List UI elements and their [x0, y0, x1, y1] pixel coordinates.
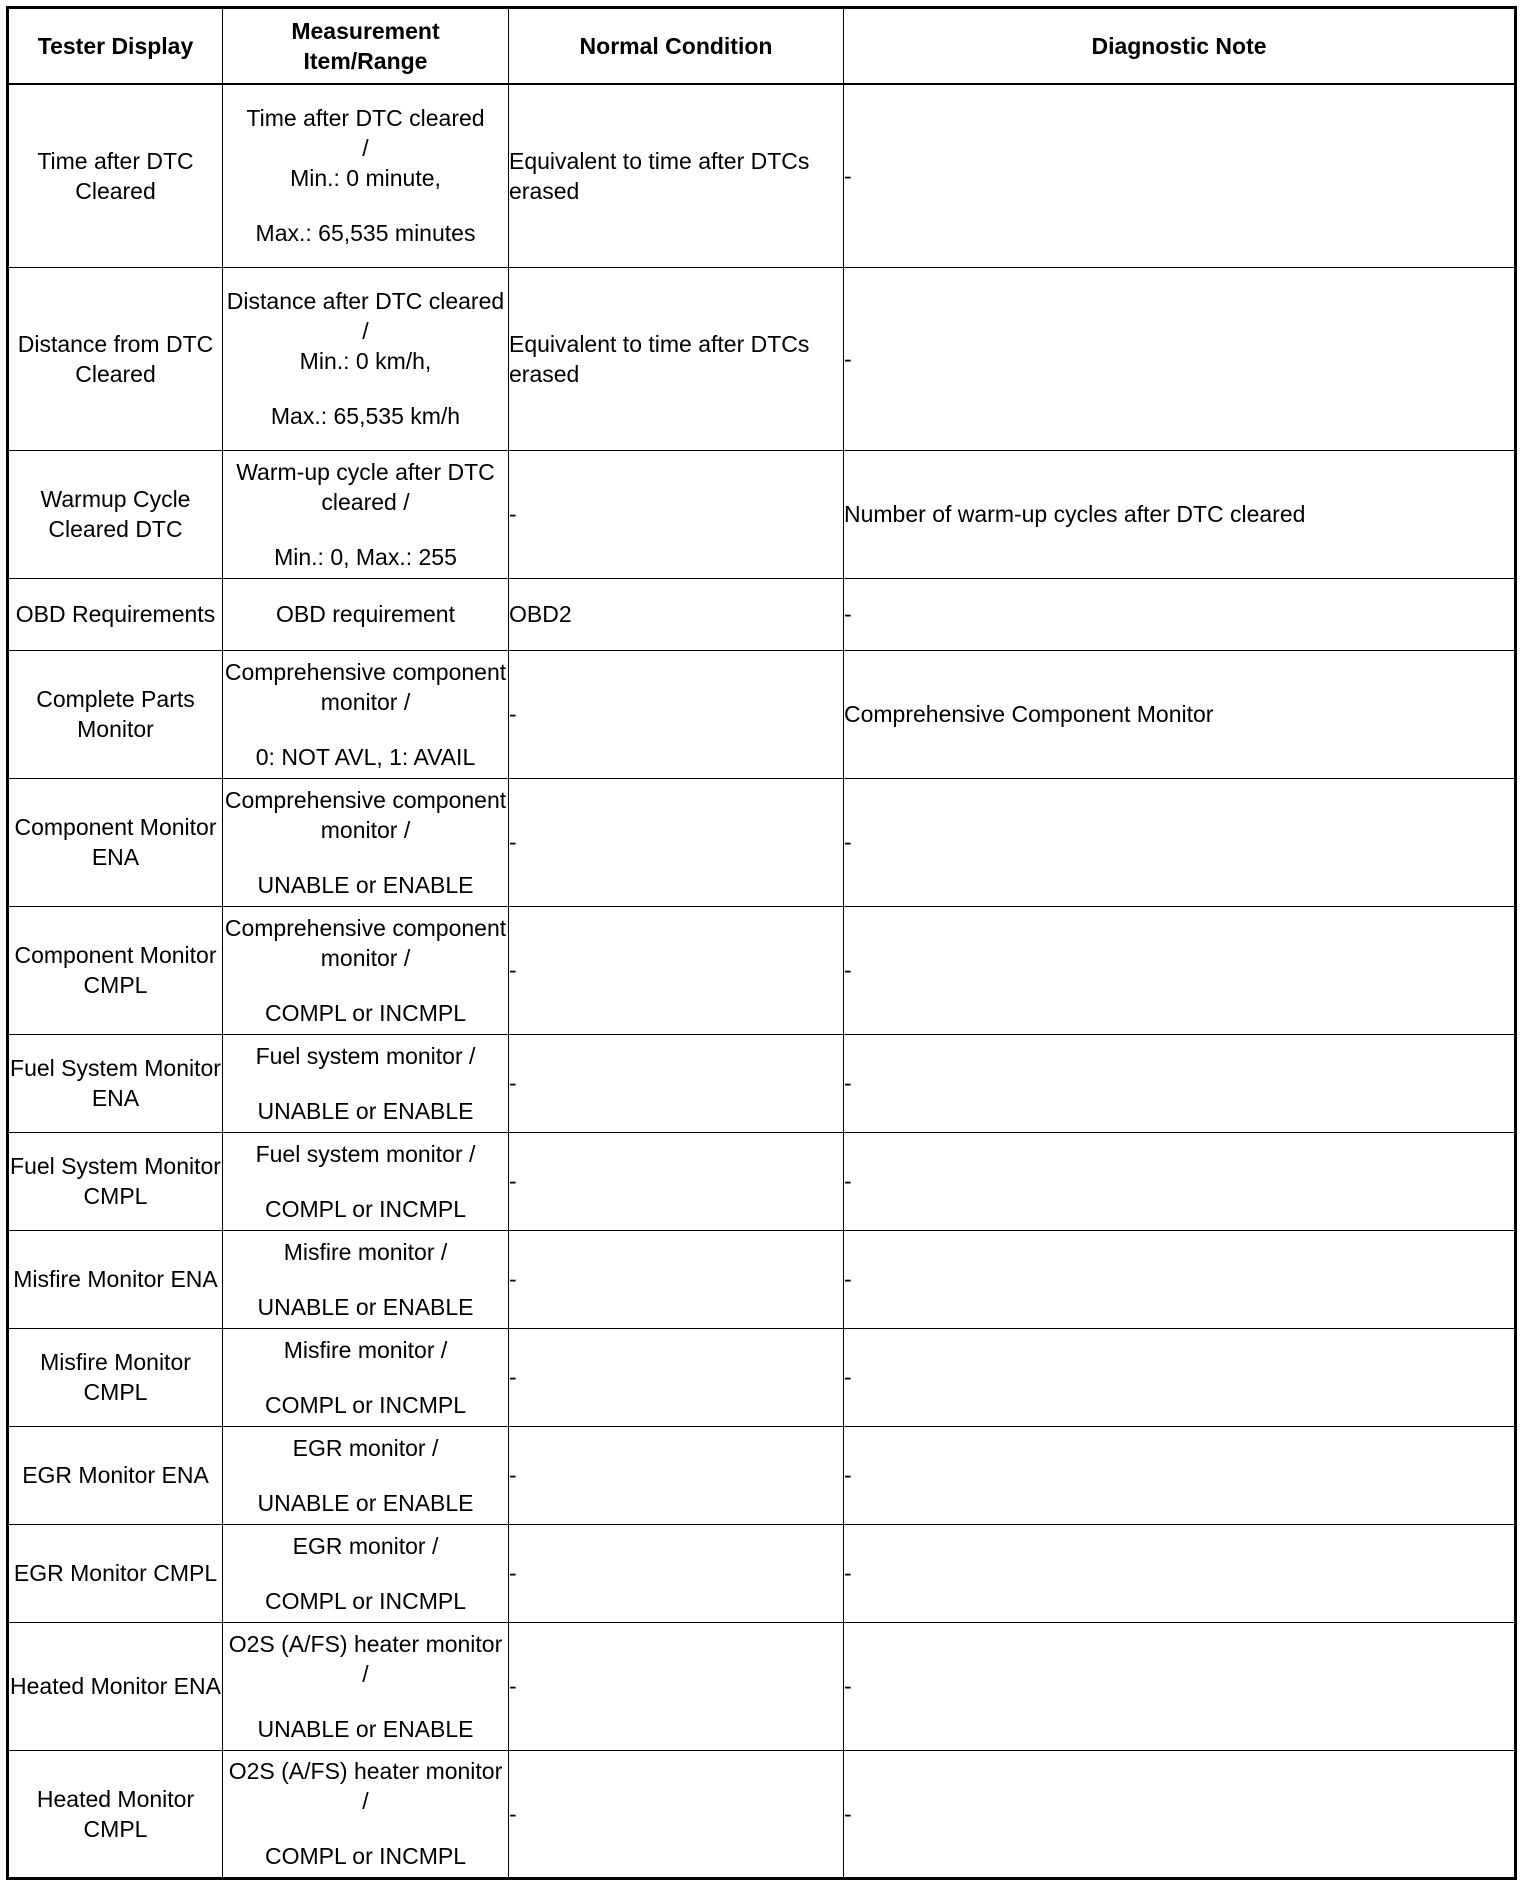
diagnostic-note-cell: -	[844, 1034, 1516, 1132]
diagnostic-note-cell: -	[844, 1622, 1516, 1750]
measurement-line: O2S (A/FS) heater monitor /	[228, 1758, 503, 1814]
measurement-cell	[223, 906, 509, 1034]
table-row	[8, 450, 1516, 578]
diagnostic-note-cell: -	[844, 267, 1516, 450]
diagnostic-note-cell: -	[844, 906, 1516, 1034]
normal-condition-cell: -	[509, 1034, 844, 1132]
tester-display-cell: Misfire Monitor CMPL	[8, 1328, 223, 1426]
tester-display-cell: EGR Monitor ENA	[8, 1426, 223, 1524]
header-normal-condition: Normal Condition	[509, 8, 844, 85]
measurement-cell	[223, 1328, 509, 1426]
measurement-line: Fuel system monitor /	[255, 1140, 476, 1167]
measurement-line: COMPL or INCMPL	[264, 999, 467, 1026]
measurement-line: EGR monitor /	[292, 1532, 439, 1559]
diagnostic-note-cell: -	[844, 1524, 1516, 1622]
tester-display-cell: Component Monitor ENA	[8, 778, 223, 906]
normal-condition-cell: -	[509, 1750, 844, 1878]
header-diagnostic-note: Diagnostic Note	[844, 8, 1516, 85]
diagnostic-note-cell: -	[844, 1230, 1516, 1328]
header-tester-display: Tester Display	[8, 8, 223, 85]
normal-condition-cell: -	[509, 1524, 844, 1622]
measurement-cell	[223, 450, 509, 578]
table-row	[8, 578, 1516, 650]
table-row	[8, 778, 1516, 906]
measurement-line: UNABLE or ENABLE	[257, 1715, 474, 1742]
measurement-cell	[223, 1132, 509, 1230]
measurement-line: Min.: 0 km/h,	[299, 348, 432, 374]
measurement-line: Warm-up cycle after DTC cleared /	[236, 458, 495, 515]
measurement-line: /	[362, 135, 369, 162]
normal-condition-cell: -	[509, 450, 844, 578]
measurement-cell	[223, 1426, 509, 1524]
measurement-line: Max.: 65,535 minutes	[255, 220, 476, 247]
data-list-table	[6, 6, 1517, 1880]
measurement-cell	[223, 1750, 509, 1878]
diagnostic-note-cell: -	[844, 778, 1516, 906]
measurement-line: Misfire monitor /	[283, 1336, 448, 1363]
measurement-line: COMPL or INCMPL	[264, 1391, 467, 1418]
table-row	[8, 1426, 1516, 1524]
table-row	[8, 267, 1516, 450]
measurement-line: COMPL or INCMPL	[264, 1587, 467, 1614]
measurement-line: COMPL or INCMPL	[264, 1843, 467, 1869]
measurement-line: Time after DTC cleared	[246, 105, 485, 132]
measurement-line: COMPL or INCMPL	[264, 1195, 467, 1222]
normal-condition-cell: -	[509, 1426, 844, 1524]
table-row	[8, 1622, 1516, 1750]
tester-display-cell: Heated Monitor CMPL	[8, 1750, 223, 1878]
measurement-line: O2S (A/FS) heater monitor /	[228, 1630, 503, 1687]
measurement-line: 0: NOT AVL, 1: AVAIL	[255, 743, 476, 770]
table-row	[8, 1230, 1516, 1328]
normal-condition-cell: Equivalent to time after DTCs erased	[509, 84, 844, 267]
table-row	[8, 650, 1516, 778]
measurement-cell	[223, 650, 509, 778]
diagnostic-note-cell: -	[844, 1132, 1516, 1230]
header-row	[8, 8, 1516, 85]
table-row	[8, 906, 1516, 1034]
table-row	[8, 1750, 1516, 1878]
normal-condition-cell: -	[509, 906, 844, 1034]
measurement-line: Comprehensive component monitor /	[224, 658, 507, 715]
measurement-line: UNABLE or ENABLE	[257, 1489, 474, 1516]
diagnostic-note-cell: -	[844, 1750, 1516, 1878]
normal-condition-cell: -	[509, 1132, 844, 1230]
diagnostic-note-cell: -	[844, 84, 1516, 267]
diagnostic-note-cell: Number of warm-up cycles after DTC cleared	[844, 450, 1516, 578]
normal-condition-cell: -	[509, 778, 844, 906]
measurement-line: Comprehensive component monitor /	[224, 786, 507, 843]
table-row	[8, 1034, 1516, 1132]
diagnostic-note-cell: -	[844, 1426, 1516, 1524]
measurement-cell	[223, 578, 509, 650]
measurement-line: Min.: 0, Max.: 255	[274, 543, 457, 570]
tester-display-cell: Heated Monitor ENA	[8, 1622, 223, 1750]
tester-display-cell: Time after DTC Cleared	[8, 84, 223, 267]
measurement-cell	[223, 267, 509, 450]
measurement-line: Distance after DTC cleared /	[226, 288, 505, 344]
diagnostic-note-cell: -	[844, 578, 1516, 650]
measurement-line: Misfire monitor /	[283, 1238, 448, 1265]
measurement-line: Max.: 65,535 km/h	[270, 403, 461, 429]
tester-display-cell: Misfire Monitor ENA	[8, 1230, 223, 1328]
measurement-cell	[223, 778, 509, 906]
tester-display-cell: Warmup Cycle Cleared DTC	[8, 450, 223, 578]
normal-condition-cell: OBD2	[509, 578, 844, 650]
diagnostic-note-cell: -	[844, 1328, 1516, 1426]
normal-condition-cell: -	[509, 1622, 844, 1750]
measurement-cell	[223, 1622, 509, 1750]
normal-condition-cell: Equivalent to time after DTCs erased	[509, 267, 844, 450]
tester-display-cell: Fuel System Monitor CMPL	[8, 1132, 223, 1230]
tester-display-cell: Distance from DTC Cleared	[8, 267, 223, 450]
tester-display-cell: Component Monitor CMPL	[8, 906, 223, 1034]
measurement-line: UNABLE or ENABLE	[257, 1293, 474, 1320]
tester-display-cell: OBD Requirements	[8, 578, 223, 650]
normal-condition-cell: -	[509, 1230, 844, 1328]
table-row	[8, 84, 1516, 267]
tester-display-cell: EGR Monitor CMPL	[8, 1524, 223, 1622]
measurement-line: Fuel system monitor /	[255, 1042, 476, 1069]
measurement-line: EGR monitor /	[292, 1434, 439, 1461]
normal-condition-cell: -	[509, 650, 844, 778]
measurement-cell	[223, 1034, 509, 1132]
measurement-cell	[223, 1524, 509, 1622]
measurement-line: Min.: 0 minute,	[290, 165, 441, 192]
tester-display-cell: Fuel System Monitor ENA	[8, 1034, 223, 1132]
measurement-line: UNABLE or ENABLE	[257, 1097, 474, 1124]
normal-condition-cell: -	[509, 1328, 844, 1426]
measurement-line: UNABLE or ENABLE	[257, 871, 474, 898]
measurement-cell	[223, 1230, 509, 1328]
diagnostic-note-cell: Comprehensive Component Monitor	[844, 650, 1516, 778]
table-row	[8, 1132, 1516, 1230]
table-row	[8, 1524, 1516, 1622]
header-measurement-item-range: Measurement Item/Range	[223, 8, 509, 85]
measurement-cell	[223, 84, 509, 267]
table-body	[8, 84, 1516, 1878]
measurement-line: Comprehensive component monitor /	[224, 914, 507, 971]
table-row	[8, 1328, 1516, 1426]
measurement-line: OBD requirement	[276, 601, 455, 627]
tester-display-cell: Complete Parts Monitor	[8, 650, 223, 778]
